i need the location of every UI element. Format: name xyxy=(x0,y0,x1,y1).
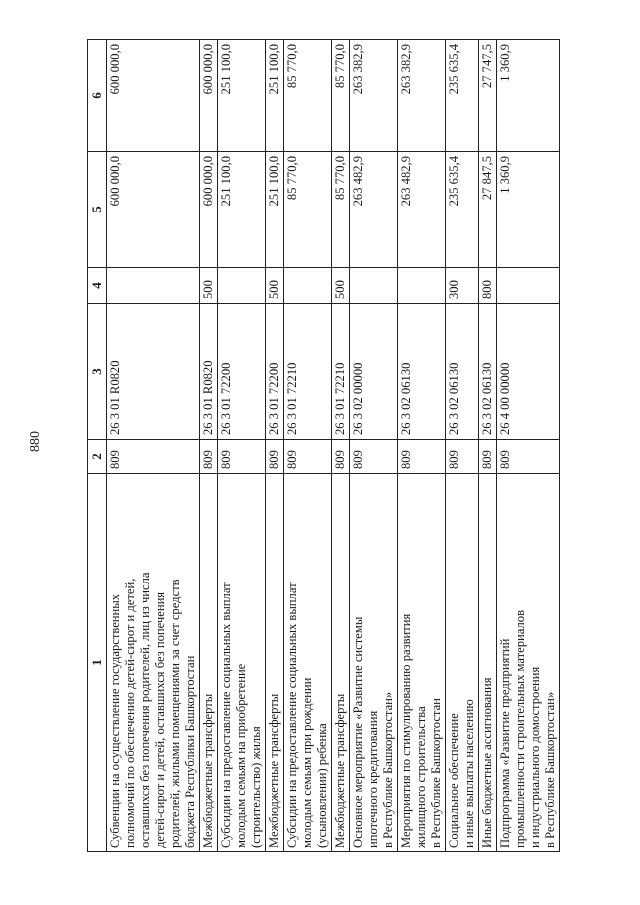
page-number: 880 xyxy=(28,431,43,452)
header-col-3: 3 xyxy=(88,304,107,440)
expense-type-cell: 500 xyxy=(332,268,350,304)
code-cell: 809 xyxy=(200,440,218,474)
table-row xyxy=(398,40,446,852)
amount-col5-cell: 85 770,0 xyxy=(284,152,332,268)
item-name-line: Межбюджетные трансферты xyxy=(267,693,281,848)
item-name-cell xyxy=(266,474,284,852)
item-name-line: бюджета Республики Башкортостан xyxy=(183,655,197,848)
amount-col5-cell: 27 847,5 xyxy=(479,152,497,268)
item-name-line: Основное мероприятие «Развитие системы xyxy=(351,616,365,848)
expense-type-cell xyxy=(107,268,200,304)
expense-type-cell xyxy=(350,268,398,304)
item-name-line: Субсидии на предоставление социальных выплат xyxy=(219,582,233,848)
table-row xyxy=(107,40,200,852)
code-cell: 809 xyxy=(266,440,284,474)
budget-table xyxy=(87,39,560,852)
expense-type-cell: 500 xyxy=(266,268,284,304)
header-col-1: 1 xyxy=(88,474,107,852)
item-name-line: Субвенции на осуществление государственных xyxy=(108,593,122,848)
table-row xyxy=(350,40,398,852)
header-row xyxy=(88,40,107,852)
table-row xyxy=(200,40,218,852)
target-article-cell: 26 3 01 R0820 xyxy=(107,304,200,440)
code-cell: 809 xyxy=(284,440,332,474)
item-name-line: Субсидии на предоставление социальных выплат xyxy=(285,582,299,848)
item-name-cell xyxy=(479,474,497,852)
item-name-line: Иные бюджетные ассигнования xyxy=(480,677,494,848)
table-row xyxy=(284,40,332,852)
amount-col6-cell: 235 635,4 xyxy=(446,40,479,152)
amount-col5-cell: 600 000,0 xyxy=(200,152,218,268)
code-cell: 809 xyxy=(218,440,266,474)
amount-col6-cell: 600 000,0 xyxy=(107,40,200,152)
item-name-line: в Республике Башкортостан» xyxy=(381,691,395,848)
amount-col5-cell: 85 770,0 xyxy=(332,152,350,268)
item-name-cell xyxy=(332,474,350,852)
table-row xyxy=(332,40,350,852)
amount-col6-cell: 600 000,0 xyxy=(200,40,218,152)
amount-col5-cell: 235 635,4 xyxy=(446,152,479,268)
item-name-cell xyxy=(284,474,332,852)
item-name-line: Социальное обеспечение xyxy=(447,713,461,848)
item-name-line: оставшихся без попечения родителей, лиц из числа xyxy=(138,572,152,848)
target-article-cell: 26 3 02 00000 xyxy=(350,304,398,440)
item-name-line: (строительство) жилья xyxy=(249,726,263,848)
item-name-line: детей-сирот и детей, оставшихся без попечения xyxy=(153,591,167,848)
item-name-line: Мероприятия по стимулированию развития xyxy=(399,613,413,848)
expense-type-cell xyxy=(497,268,560,304)
amount-col5-cell: 251 100,0 xyxy=(266,152,284,268)
code-cell: 809 xyxy=(107,440,200,474)
item-name-line: молодым семьям на приобретение xyxy=(234,663,248,848)
code-cell: 809 xyxy=(332,440,350,474)
expense-type-cell: 500 xyxy=(200,268,218,304)
target-article-cell: 26 3 01 72200 xyxy=(218,304,266,440)
expense-type-cell xyxy=(284,268,332,304)
code-cell: 809 xyxy=(497,440,560,474)
item-name-cell xyxy=(200,474,218,852)
code-cell: 809 xyxy=(350,440,398,474)
header-col-5: 5 xyxy=(88,152,107,268)
amount-col6-cell: 85 770,0 xyxy=(332,40,350,152)
amount-col6-cell: 263 382,9 xyxy=(398,40,446,152)
target-article-cell: 26 3 02 06130 xyxy=(446,304,479,440)
amount-col6-cell: 27 747,5 xyxy=(479,40,497,152)
code-cell: 809 xyxy=(398,440,446,474)
item-name-line: жилищного строительства xyxy=(414,706,428,848)
item-name-line: в Республике Башкортостан» xyxy=(543,691,557,848)
expense-type-cell: 800 xyxy=(479,268,497,304)
amount-col6-cell: 251 100,0 xyxy=(266,40,284,152)
amount-col6-cell: 251 100,0 xyxy=(218,40,266,152)
item-name-line: Межбюджетные трансферты xyxy=(201,693,215,848)
header-col-2: 2 xyxy=(88,440,107,474)
item-name-line: в Республике Башкортостан xyxy=(429,698,443,848)
item-name-line: молодым семьям при рождении xyxy=(300,677,314,848)
item-name-line: родителей, жилыми помещениями за счет средств xyxy=(168,579,182,848)
code-cell: 809 xyxy=(479,440,497,474)
target-article-cell: 26 3 01 72210 xyxy=(332,304,350,440)
item-name-cell xyxy=(350,474,398,852)
code-cell: 809 xyxy=(446,440,479,474)
amount-col6-cell: 85 770,0 xyxy=(284,40,332,152)
target-article-cell: 26 3 02 06130 xyxy=(398,304,446,440)
amount-col5-cell: 1 360,9 xyxy=(497,152,560,268)
amount-col5-cell: 251 100,0 xyxy=(218,152,266,268)
item-name-cell xyxy=(497,474,560,852)
amount-col5-cell: 600 000,0 xyxy=(107,152,200,268)
table-row xyxy=(446,40,479,852)
item-name-line: Межбюджетные трансферты xyxy=(333,693,347,848)
table-body xyxy=(107,40,560,852)
item-name-cell xyxy=(218,474,266,852)
item-name-cell xyxy=(107,474,200,852)
item-name-line: и индустриального домостроения xyxy=(528,666,542,848)
amount-col6-cell: 263 382,9 xyxy=(350,40,398,152)
item-name-cell xyxy=(398,474,446,852)
item-name-cell xyxy=(446,474,479,852)
header-col-4: 4 xyxy=(88,268,107,304)
expense-type-cell xyxy=(398,268,446,304)
table-row xyxy=(266,40,284,852)
target-article-cell: 26 4 00 00000 xyxy=(497,304,560,440)
expense-type-cell: 300 xyxy=(446,268,479,304)
item-name-line: полномочий по обеспечению детей-сирот и детей, xyxy=(123,578,137,848)
amount-col6-cell: 1 360,9 xyxy=(497,40,560,152)
rotated-table-container xyxy=(87,40,595,852)
expense-type-cell xyxy=(218,268,266,304)
table-row xyxy=(218,40,266,852)
target-article-cell: 26 3 01 R0820 xyxy=(200,304,218,440)
target-article-cell: 26 3 01 72210 xyxy=(284,304,332,440)
item-name-line: и иные выплаты населению xyxy=(462,699,476,848)
item-name-line: промышленности строительных материалов xyxy=(513,609,527,848)
item-name-line: ипотечного кредитования xyxy=(366,710,380,848)
item-name-line: Подпрограмма «Развитие предприятий xyxy=(498,638,512,848)
header-col-6: 6 xyxy=(88,40,107,152)
target-article-cell: 26 3 02 06130 xyxy=(479,304,497,440)
amount-col5-cell: 263 482,9 xyxy=(350,152,398,268)
table-row xyxy=(479,40,497,852)
amount-col5-cell: 263 482,9 xyxy=(398,152,446,268)
target-article-cell: 26 3 01 72200 xyxy=(266,304,284,440)
table-row xyxy=(497,40,560,852)
item-name-line: (усыновлении) ребенка xyxy=(315,723,329,848)
